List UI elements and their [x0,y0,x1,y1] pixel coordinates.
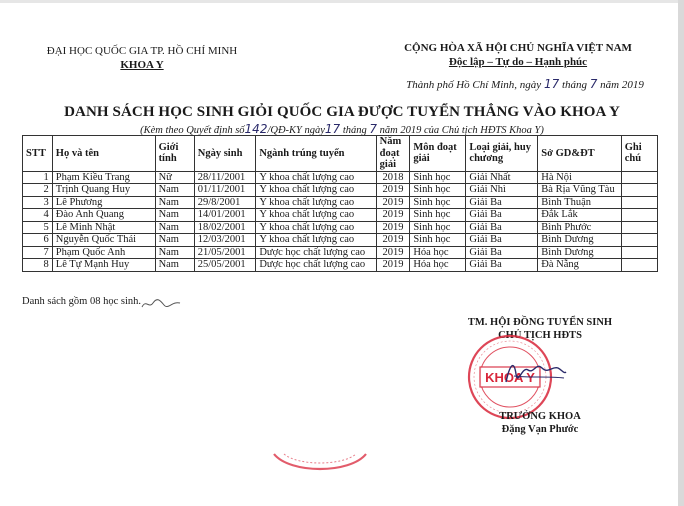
cell-stt: 4 [23,209,53,222]
cell-birthdate: 21/05/2001 [194,246,256,259]
header-stt: STT [23,136,53,172]
handwritten-month: 7 [589,77,598,91]
cell-subject: Sinh học [410,209,466,222]
cell-birthdate: 29/8/2001 [194,196,256,209]
official-title: TRƯỞNG KHOA [499,411,581,422]
cell-province: Bà Rịa Vũng Tàu [538,184,621,197]
handwritten-subtitle-month: 7 [369,122,378,136]
cell-gender: Nam [155,246,194,259]
table-header-row [23,136,658,172]
national-motto: Độc lập – Tự do – Hạnh phúc [448,56,588,68]
cell-name: Trịnh Quang Huy [52,184,155,197]
nation-name: CỘNG HÒA XÃ HỘI CHỦ NGHĨA VIỆT NAM [404,42,632,54]
cell-note [621,184,657,197]
cell-subject: Sinh học [410,196,466,209]
cell-note [621,171,657,184]
cell-stt: 7 [23,246,53,259]
header-subject: Môn đoạt giải [410,136,466,172]
cell-name: Nguyễn Quốc Thái [52,234,155,247]
cell-subject: Hóa học [410,259,466,272]
table-row [23,184,658,197]
document-subtitle [0,122,684,136]
on-behalf-line: TM. HỘI ĐỒNG TUYỂN SINH [467,317,613,328]
header-major: Ngành trúng tuyển [256,136,376,172]
cell-award-type: Giải Ba [466,259,538,272]
page-top-edge [0,0,684,3]
cell-birthdate: 14/01/2001 [194,209,256,222]
cell-award-year: 2018 [376,171,410,184]
table-row [23,259,658,272]
header-birthdate: Ngày sinh [194,136,256,172]
cell-award-type: Giải Nhì [466,184,538,197]
cell-award-type: Giải Ba [466,221,538,234]
table-row [23,234,658,247]
cell-gender: Nam [155,184,194,197]
cell-major: Dược học chất lượng cao [256,246,376,259]
cell-birthdate: 12/03/2001 [194,234,256,247]
partial-stamp-bottom [270,452,370,482]
cell-gender: Nam [155,259,194,272]
cell-birthdate: 28/11/2001 [194,171,256,184]
cell-subject: Sinh học [410,184,466,197]
cell-name: Lê Minh Nhật [52,221,155,234]
subtitle-part-2: /QĐ-KY ngày [267,125,325,136]
cell-major: Y khoa chất lượng cao [256,184,376,197]
handwritten-signature [500,356,570,390]
month-label: tháng [561,79,588,91]
cell-award-type: Giải Ba [466,234,538,247]
cell-subject: Sinh học [410,171,466,184]
cell-major: Dược học chất lượng cao [256,259,376,272]
official-name: Đặng Vạn Phước [501,424,579,435]
cell-major: Y khoa chất lượng cao [256,221,376,234]
cell-award-type: Giải Ba [466,209,538,222]
header-province: Sở GD&ĐT [538,136,621,172]
cell-subject: Sinh học [410,234,466,247]
handwritten-decision-number: 142 [244,122,268,136]
cell-award-year: 2019 [376,234,410,247]
cell-subject: Hóa học [410,246,466,259]
handwritten-subtitle-day: 17 [324,122,341,136]
initials-scribble [140,297,182,311]
cell-major: Y khoa chất lượng cao [256,171,376,184]
header-right [368,41,668,92]
cell-major: Y khoa chất lượng cao [256,196,376,209]
cell-gender: Nam [155,209,194,222]
place-date [368,77,668,92]
page-right-edge [678,0,684,506]
cell-name: Phạm Quốc Anh [52,246,155,259]
table-row [23,196,658,209]
cell-note [621,196,657,209]
cell-birthdate: 18/02/2001 [194,221,256,234]
cell-stt: 1 [23,171,53,184]
cell-subject: Sinh học [410,221,466,234]
subtitle-part-3: tháng [342,125,367,136]
document-title: DANH SÁCH HỌC SINH GIỎI QUỐC GIA ĐƯỢC TUYỂN THẲNG VÀO KHOA Y [64,104,620,120]
department-name: KHOA Y [120,59,164,71]
cell-name: Phạm Kiều Trang [52,171,155,184]
header-name: Họ và tên [52,136,155,172]
table-row [23,246,658,259]
cell-award-year: 2019 [376,209,410,222]
stamp-text: KHOA Y [485,370,535,385]
cell-stt: 3 [23,196,53,209]
cell-province: Đà Nẵng [538,259,621,272]
subtitle-part-1: (Kèm theo Quyết định số [140,125,245,136]
cell-award-type: Giải Ba [466,246,538,259]
chair-role: CHỦ TỊCH HĐTS [498,330,582,341]
cell-province: Đắk Lắk [538,209,621,222]
cell-name: Lê Phương [52,196,155,209]
handwritten-day: 17 [543,77,560,91]
header-award-type: Loại giải, huy chương [466,136,538,172]
header-gender: Giới tính [155,136,194,172]
cell-major: Y khoa chất lượng cao [256,234,376,247]
cell-province: Hà Nội [538,171,621,184]
cell-award-year: 2019 [376,221,410,234]
cell-stt: 5 [23,221,53,234]
cell-award-year: 2019 [376,196,410,209]
cell-birthdate: 01/11/2001 [194,184,256,197]
cell-province: Bình Dương [538,246,621,259]
header-note: Ghi chú [621,136,657,172]
cell-gender: Nam [155,234,194,247]
university-name: ĐẠI HỌC QUỐC GIA TP. HỒ CHÍ MINH [46,45,238,57]
table-row [23,221,658,234]
cell-stt: 8 [23,259,53,272]
cell-province: Bình Dương [538,234,621,247]
table-row [23,209,658,222]
subtitle-part-4: năm 2019 của Chủ tịch HĐTS Khoa Y) [379,125,544,136]
student-count-note: Danh sách gồm 08 học sinh. [22,296,141,307]
cell-award-year: 2019 [376,246,410,259]
cell-note [621,234,657,247]
cell-note [621,221,657,234]
cell-major: Y khoa chất lượng cao [256,209,376,222]
cell-award-type: Giải Nhất [466,171,538,184]
cell-name: Lê Tự Mạnh Huy [52,259,155,272]
cell-award-year: 2019 [376,259,410,272]
cell-award-type: Giải Ba [466,196,538,209]
cell-gender: Nam [155,221,194,234]
cell-birthdate: 25/05/2001 [194,259,256,272]
cell-gender: Nam [155,196,194,209]
cell-note [621,259,657,272]
cell-stt: 6 [23,234,53,247]
place-date-prefix: Thành phố Hồ Chí Minh, ngày [406,79,542,91]
cell-note [621,209,657,222]
year-label: năm 2019 [600,79,644,91]
cell-gender: Nữ [155,171,194,184]
table-row [23,171,658,184]
cell-award-year: 2019 [376,184,410,197]
cell-note [621,246,657,259]
student-list-table [22,135,658,272]
cell-name: Đào Anh Quang [52,209,155,222]
cell-province: Bình Phước [538,221,621,234]
cell-province: Bình Thuận [538,196,621,209]
header-left [22,44,262,72]
header-award-year: Năm đoạt giải [376,136,410,172]
cell-stt: 2 [23,184,53,197]
